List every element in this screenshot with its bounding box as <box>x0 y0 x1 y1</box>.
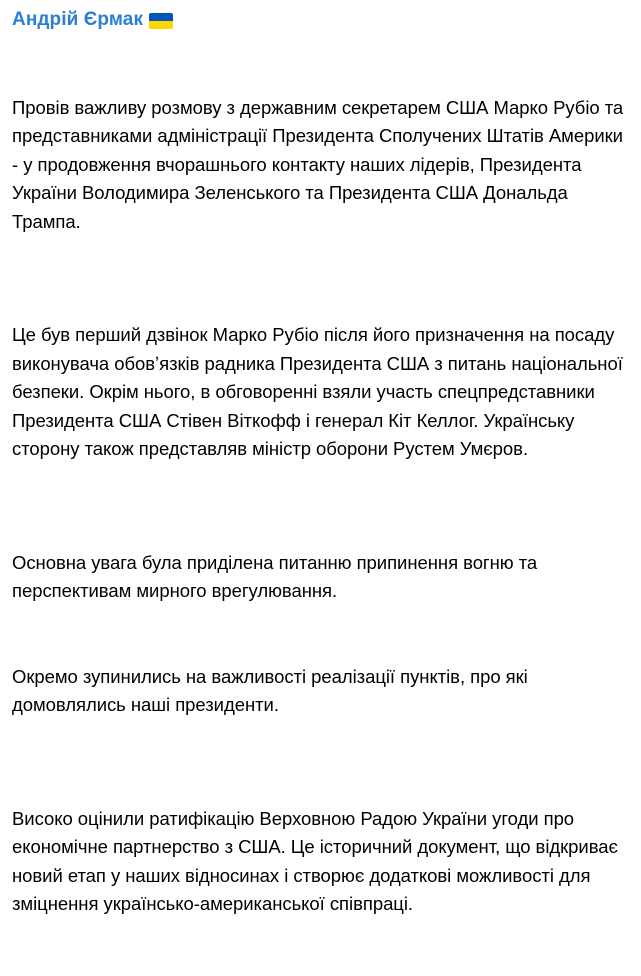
post-body <box>12 37 629 976</box>
post-paragraph-5: Високо оцінили ратифікацію Верховною Радою України угоди про економічне партнерство з США. Це історичний документ, що відкриває новий етап у наших відносинах і створює додаткові можливості для зміцнення українсько-американської співпраці. <box>12 807 623 915</box>
post-paragraph-3: Основна увага була приділена питанню припинення вогню та перспективам мирного врегулювання. <box>12 551 543 602</box>
post-paragraph-2: Це був перший дзвінок Марко Рубіо після його призначення на посаду виконувача обовʼязків радника Президента США з питань національної безпеки. Окрім нього, в обговоренні взяли участь спецпредставники Президента США Стівен Віткофф і генерал Кіт Келлог. Українську сторону також представляв міністр оборони Рустем Умєров. <box>12 324 628 460</box>
post-paragraph-1: Провів важливу розмову з державним секретарем США Марко Рубіо та представниками адміністрації Президента Сполучених Штатів Америки - у продовження вчорашнього контакту наших лідерів, Президента України Володимира Зеленського та Президента США Дональда Трампа. <box>12 96 629 232</box>
post-paragraph-4: Окремо зупинились на важливості реалізації пунктів, про які домовлялись наші президенти. <box>12 665 533 716</box>
author-name: Андрій Єрмак <box>12 9 144 30</box>
ukraine-flag-icon <box>149 13 173 29</box>
post-author <box>12 10 629 31</box>
